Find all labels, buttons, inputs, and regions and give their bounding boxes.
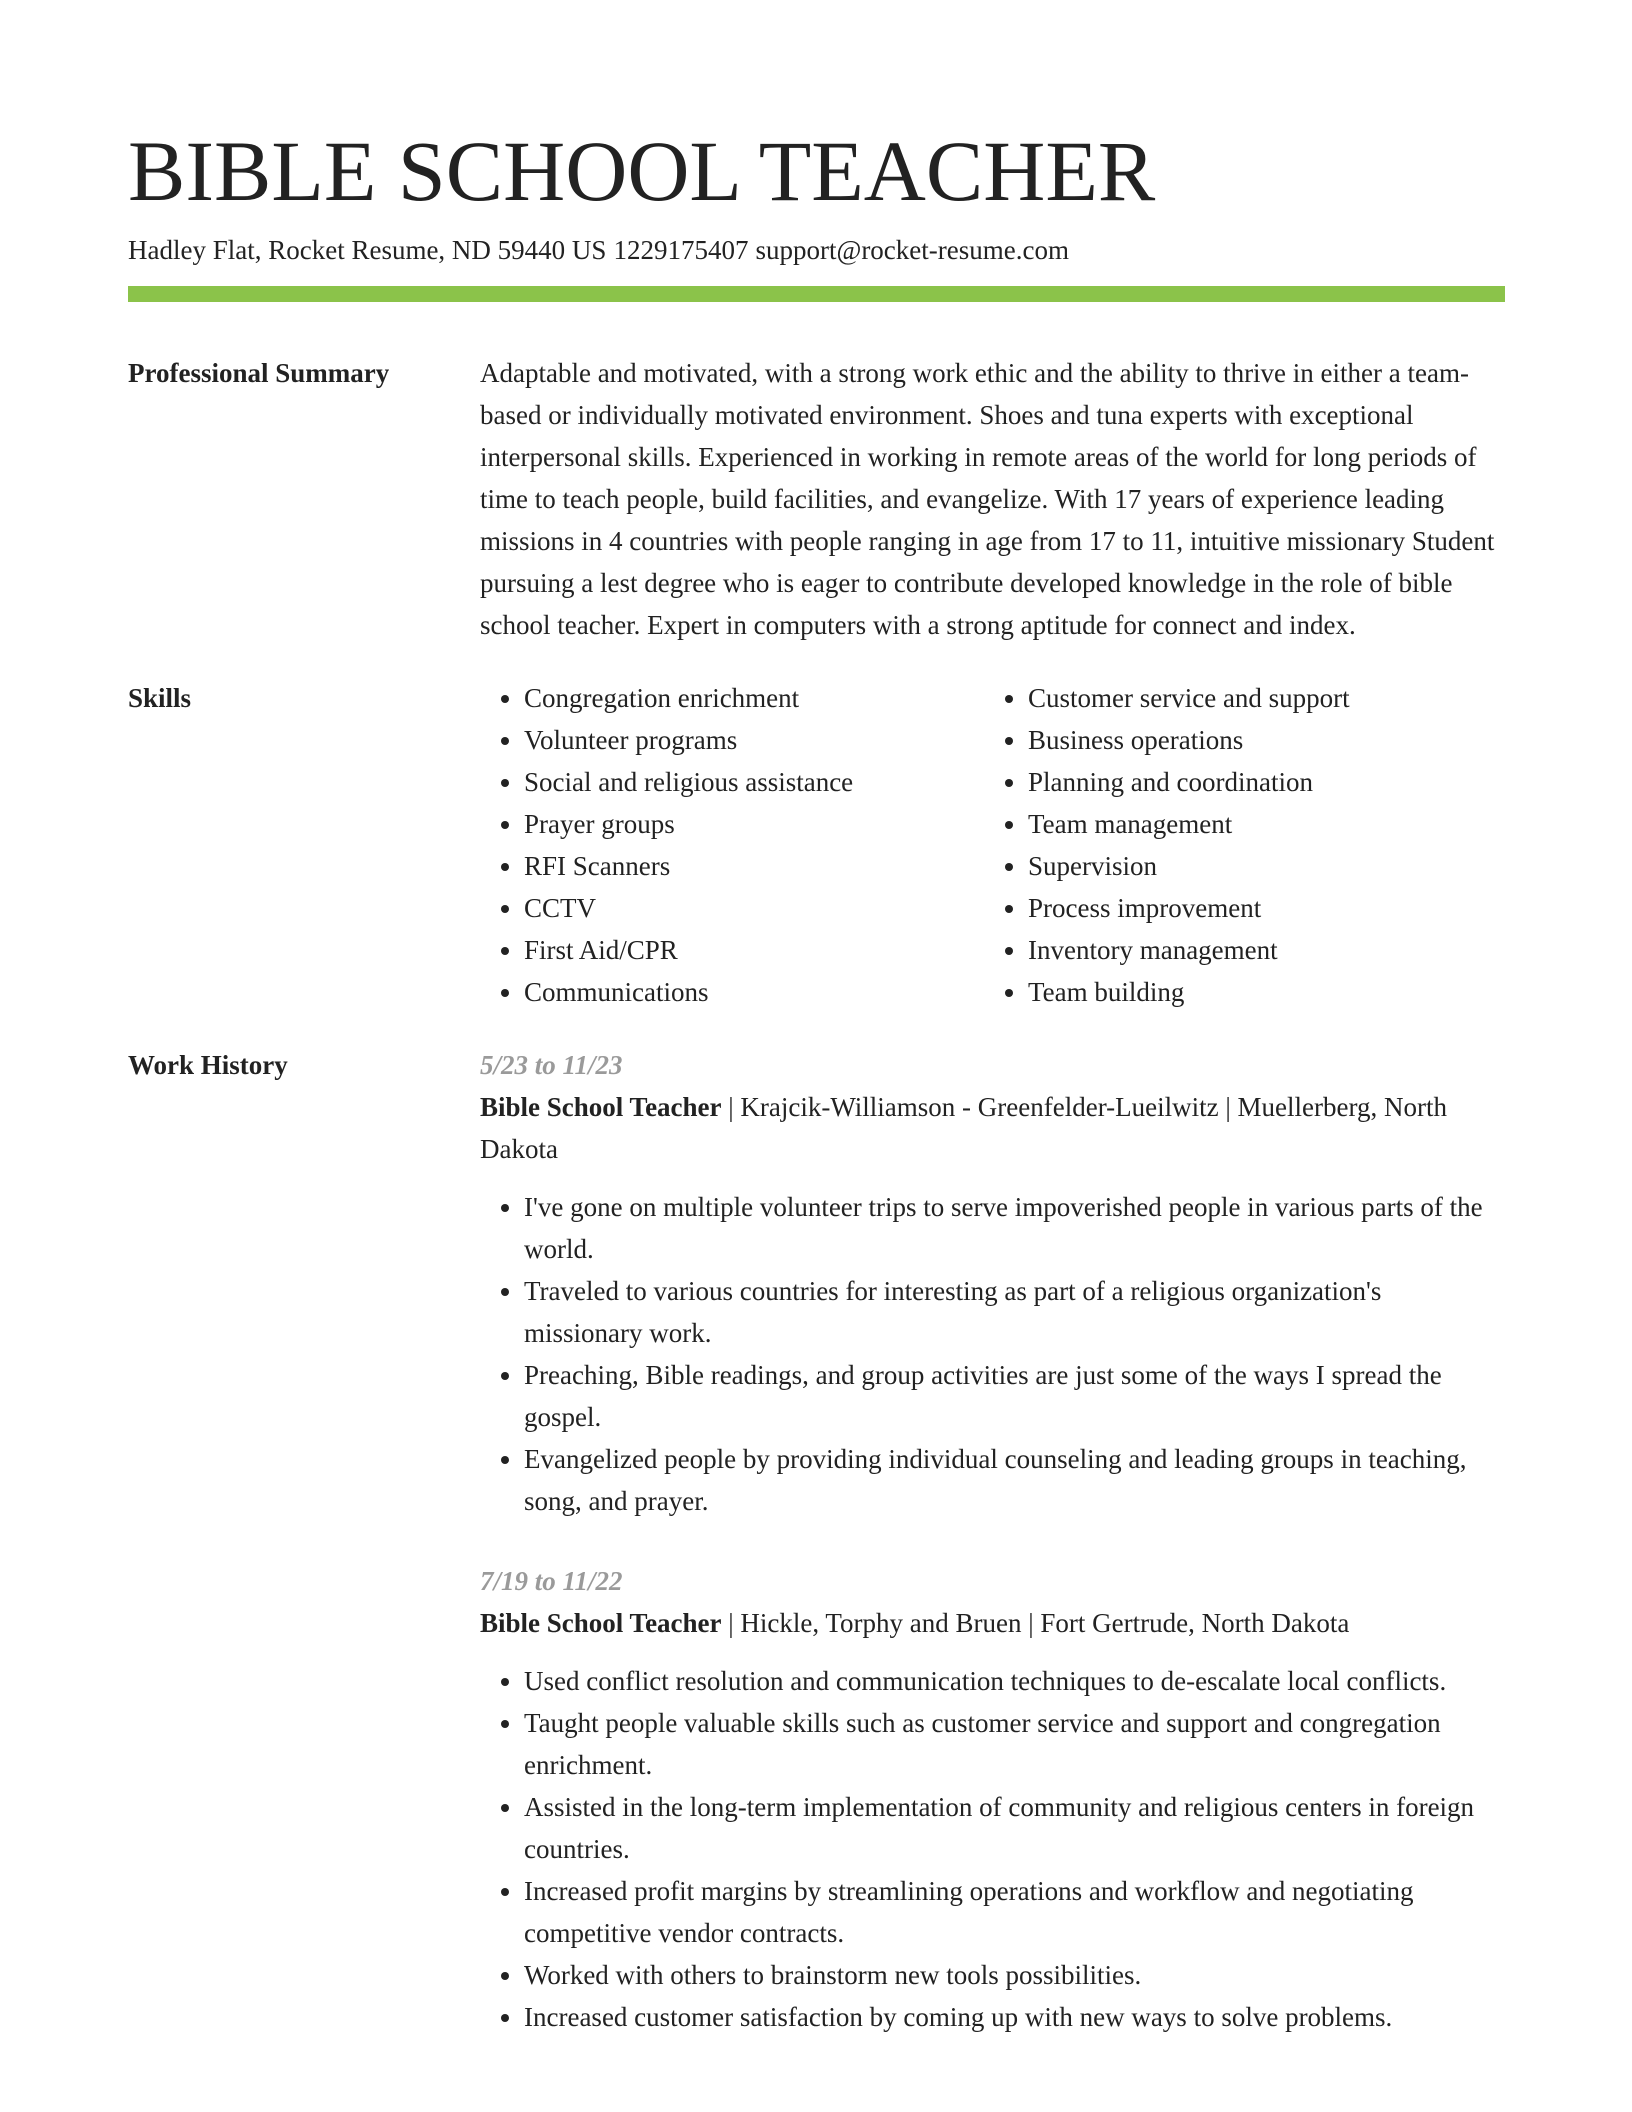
job-bullet: • Evangelized people by providing individual counseling and leading groups in teaching, song, and prayer. <box>524 1438 1505 1522</box>
job-bullets <box>480 1660 1505 2038</box>
job-dates: 7/19 to 11/22 <box>480 1566 623 1596</box>
skill-item: • Social and religious assistance <box>524 761 984 803</box>
job-bullet: • Taught people valuable skills such as customer service and support and congregation enrichment. <box>524 1702 1505 1786</box>
job-details: | Krajcik-Williamson - Greenfelder-Lueilwitz | Muellerberg, North Dakota <box>480 1092 1447 1164</box>
job-bullet: • Increased profit margins by streamlining operations and workflow and negotiating competitive vendor contracts. <box>524 1870 1505 1954</box>
job-heading <box>480 1602 1505 1644</box>
skills-section <box>128 677 1505 1013</box>
skill-item: • Volunteer programs <box>524 719 984 761</box>
skill-item: • Congregation enrichment <box>524 677 984 719</box>
job-dates: 5/23 to 11/23 <box>480 1050 623 1080</box>
job-bullet: • I've gone on multiple volunteer trips to serve impoverished people in various parts of the world. <box>524 1186 1505 1270</box>
work-list <box>480 1044 1505 2038</box>
header-divider <box>128 286 1505 302</box>
skill-item: • Supervision <box>1028 845 1488 887</box>
summary-title: Professional Summary <box>128 358 390 388</box>
contact-phone: 1229175407 <box>613 235 749 265</box>
job-heading <box>480 1086 1505 1170</box>
job-title: Bible School Teacher <box>480 1092 722 1122</box>
work-section <box>128 1044 1505 2038</box>
contact-address: Hadley Flat, Rocket Resume, ND 59440 US <box>128 235 607 265</box>
job-bullet: • Traveled to various countries for interesting as part of a religious organization's missionary work. <box>524 1270 1505 1354</box>
skill-item: • Process improvement <box>1028 887 1488 929</box>
contact-line <box>128 232 1505 268</box>
summary-section <box>128 352 1505 646</box>
skill-item: • Prayer groups <box>524 803 984 845</box>
skills-list-right <box>984 677 1488 1013</box>
job-title: Bible School Teacher <box>480 1608 722 1638</box>
resume-page <box>128 118 1505 2038</box>
job-details: | Hickle, Torphy and Bruen | Fort Gertrude, North Dakota <box>721 1608 1350 1638</box>
skill-item: • Inventory management <box>1028 929 1488 971</box>
skill-item: • Team management <box>1028 803 1488 845</box>
job-bullets <box>480 1186 1505 1522</box>
skill-item: • Communications <box>524 971 984 1013</box>
summary-text: Adaptable and motivated, with a strong work ethic and the ability to thrive in either a team-based or individually motivated environment. Shoes and tuna experts with exceptional interpersonal skills. Experienced in working in remote areas of the world for long periods of time to teach people, build facilities, and evangelize. With 17 years of experience leading missions in 4 countries with people ranging in age from 17 to 11, intuitive missionary Student pursuing a lest degree who is eager to contribute developed knowledge in the role of bible school teacher. Expert in computers with a strong aptitude for connect and index. <box>480 358 1495 640</box>
skill-item: • Business operations <box>1028 719 1488 761</box>
contact-email: support@rocket-resume.com <box>755 235 1069 265</box>
job-entry <box>480 1560 1505 2038</box>
skill-item: • Customer service and support <box>1028 677 1488 719</box>
resume-name: BIBLE SCHOOL TEACHER <box>128 123 1156 219</box>
job-bullet: • Increased customer satisfaction by coming up with new ways to solve problems. <box>524 1996 1505 2038</box>
job-entry <box>480 1044 1505 1522</box>
skills-title: Skills <box>128 683 192 713</box>
skill-item: • First Aid/CPR <box>524 929 984 971</box>
skill-item: • RFI Scanners <box>524 845 984 887</box>
skills-lists <box>480 677 1505 1013</box>
skill-item: • Team building <box>1028 971 1488 1013</box>
job-bullet: • Assisted in the long-term implementation of community and religious centers in foreign countries. <box>524 1786 1505 1870</box>
job-bullet: • Used conflict resolution and communication techniques to de-escalate local conflicts. <box>524 1660 1505 1702</box>
skills-list-left <box>480 677 984 1013</box>
skill-item: • CCTV <box>524 887 984 929</box>
work-title: Work History <box>128 1050 288 1080</box>
skill-item: • Planning and coordination <box>1028 761 1488 803</box>
job-bullet: • Worked with others to brainstorm new tools possibilities. <box>524 1954 1505 1996</box>
job-bullet: • Preaching, Bible readings, and group activities are just some of the ways I spread the gospel. <box>524 1354 1505 1438</box>
